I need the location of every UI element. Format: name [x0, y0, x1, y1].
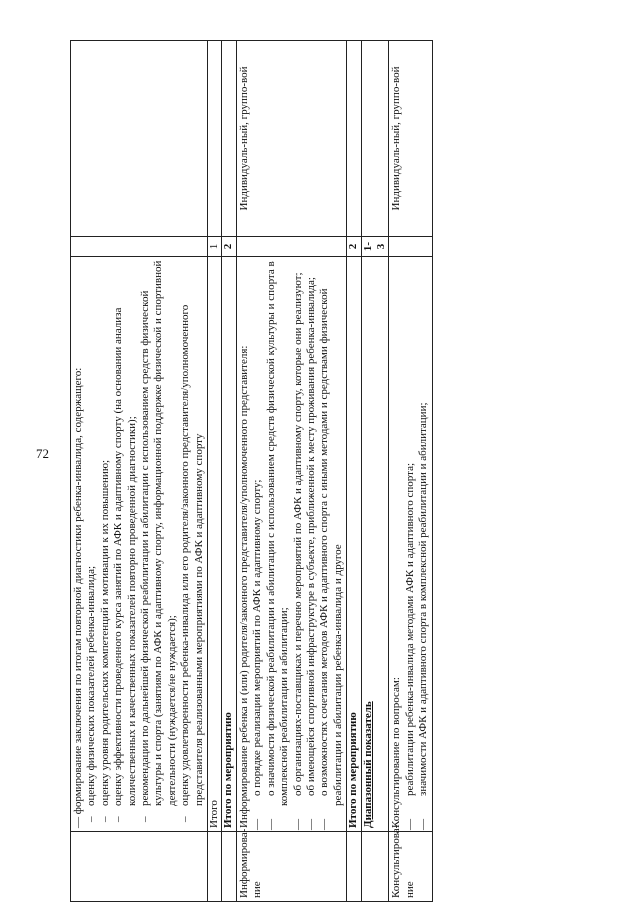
- informing-intro: Информирование ребенка и (или) родителя/законного представителя/уполномоченного представителя:: [237, 345, 250, 828]
- informing-content-cell: [236, 257, 346, 832]
- list-item: —о значимости физической реабилитации и абилитации с использованием средств физической культуры и спорта в комплексной реабилитации и абилитации;: [264, 261, 291, 830]
- activity-cell-empty: [71, 832, 208, 902]
- range-label: Диапазонный показатель: [361, 257, 389, 832]
- itogo-label: Итого: [208, 257, 222, 832]
- table-row-diagnostics: [71, 41, 208, 902]
- value-cell-empty: [71, 237, 208, 257]
- consulting-content-cell: [389, 257, 432, 832]
- diagnostics-content-cell: [71, 257, 208, 832]
- form-cell-empty: [222, 41, 236, 237]
- itogo-meropriyatie-value: 2: [222, 237, 236, 257]
- list-item: —реабилитации ребенка-инвалида методами АФК и адаптивного спорта;: [403, 462, 416, 830]
- list-item: —об организациях-поставщиках и перечню мероприятий по АФК и адаптивному спорту, которые они реализуют;: [291, 272, 304, 830]
- rotated-table-container: [70, 40, 620, 902]
- value-cell-empty: [389, 237, 432, 257]
- list-item: – оценку эффективности проведенного курса занятий по АФК и адаптивному спорту (на основании анализа количественных и качественных показателей повторно проведенной диагностики);: [112, 260, 139, 828]
- form-cell-empty: [71, 41, 208, 237]
- activity-cell-empty: [361, 832, 389, 902]
- table-row-itogo-meropriyatie: [222, 41, 236, 902]
- activity-cell-empty: [222, 832, 236, 902]
- table-row-itogo: [208, 41, 222, 902]
- itogo-meropriyatie-label: Итого по мероприятию: [222, 257, 236, 832]
- itogo-meropriyatie-value: 2: [347, 237, 361, 257]
- page-number: 72: [36, 446, 49, 461]
- form-cell-empty: [347, 41, 361, 237]
- activity-name-consulting: Консультирова-ние: [389, 832, 432, 902]
- informing-form: Индивидуаль-ный, группо-вой: [236, 41, 346, 237]
- consulting-intro: Консультирование по вопросам:: [390, 677, 403, 828]
- range-value: 1-3: [361, 237, 389, 257]
- consulting-form: Индивидуаль-ный, группо-вой: [389, 41, 432, 237]
- itogo-value: 1: [208, 237, 222, 257]
- form-cell-empty: [361, 41, 389, 237]
- itogo-meropriyatie-label: Итого по мероприятию: [347, 257, 361, 832]
- list-item: – оценку удовлетворенности ребенка-инвалида или его родителя/законного представителя/уполномоченного представителя реализованными мероприятиями по АФК и адаптивному спорту: [179, 260, 206, 828]
- list-item: – оценку физических показателей ребенка-инвалида;: [85, 260, 98, 828]
- list-item: – рекомендации по дальнейшей физической реабилитации и абилитации с использованием средств физической культуры и спорта (занятиям по АФК и адаптивному спорту, информационной поддержке физической и спортивной деятельности (нуждается/не нуждается);: [139, 260, 179, 828]
- activity-cell-empty: [347, 832, 361, 902]
- value-cell-empty: [236, 237, 346, 257]
- activity-name-informing: Информирова-ние: [236, 832, 346, 902]
- table-row-consulting: [389, 41, 432, 902]
- list-item: —об имеющейся спортивной инфраструктуре в субъекте, приближенной к месту проживания ребенка-инвалида;: [304, 277, 317, 830]
- table-row-informing: [236, 41, 346, 902]
- list-item: —о порядке реализации мероприятий по АФК и адаптивному спорту;: [251, 479, 264, 830]
- activity-cell-empty: [208, 832, 222, 902]
- measures-table: [70, 40, 433, 902]
- form-cell-empty: [208, 41, 222, 237]
- table-row-itogo-meropriyatie: [347, 41, 361, 902]
- list-item: —значимости АФК и адаптивного спорта в комплексной реабилитации и абилитации;: [417, 402, 430, 830]
- list-item: —о возможностях сочетания методов АФК и адаптивного спорта с иными методами и средствами физической реабилитации и абилитации ребенка-инвалида и другое: [318, 288, 344, 830]
- list-item: – оценку уровня родительских компетенций и мотивации к их повышению;: [99, 260, 112, 828]
- lead-item: — формирование заключения по итогам повторной диагностики ребенка-инвалида, содержащего:: [72, 367, 84, 828]
- table-row-range: [361, 41, 389, 902]
- subitem-list: [85, 260, 206, 828]
